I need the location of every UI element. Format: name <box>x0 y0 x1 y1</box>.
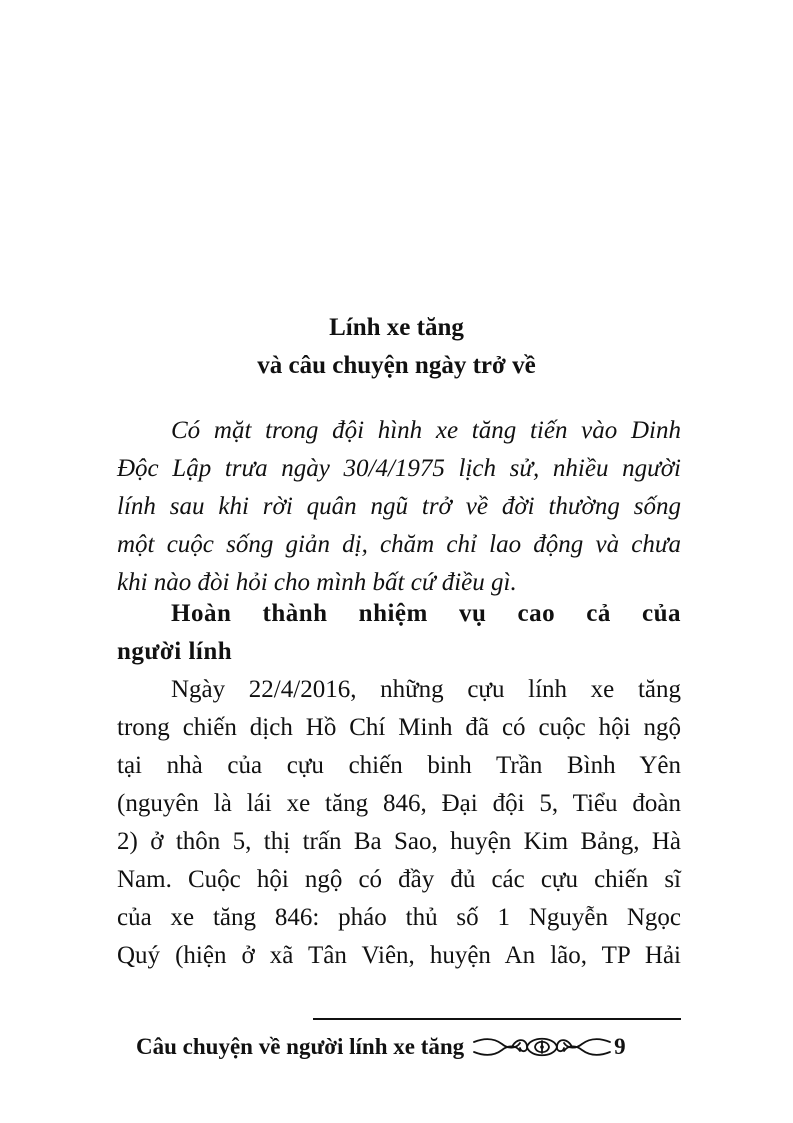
body-line: trong chiến dịch Hồ Chí Minh đã có cuộc hội ngộ <box>117 714 681 741</box>
chapter-title-line-1: Lính xe tăng <box>329 314 464 341</box>
section-heading-line: người lính <box>117 638 233 665</box>
page-number: 9 <box>614 1034 626 1059</box>
body-line: Quý (hiện ở xã Tân Viên, huyện An lão, TP Hải <box>117 942 681 969</box>
intro-line: lính sau khi rời quân ngũ trở về đời thường sống <box>117 493 681 520</box>
intro-line: khi nào đòi hỏi cho mình bất cứ điều gì. <box>117 569 517 596</box>
body-line: của xe tăng 846: pháo thủ số 1 Nguyễn Ngọc <box>117 904 681 931</box>
body-line: tại nhà của cựu chiến binh Trần Bình Yên <box>117 752 681 779</box>
body-line: 2) ở thôn 5, thị trấn Ba Sao, huyện Kim Bảng, Hà <box>117 828 681 855</box>
intro-line: Độc Lập trưa ngày 30/4/1975 lịch sử, nhiều người <box>117 455 681 482</box>
page-footer <box>136 1029 626 1065</box>
body-line: Ngày 22/4/2016, những cựu lính xe tăng <box>171 676 681 703</box>
running-title: Câu chuyện về người lính xe tăng <box>136 1034 465 1059</box>
intro-line: Có mặt trong đội hình xe tăng tiến vào Dinh <box>171 417 681 444</box>
intro-line: một cuộc sống giản dị, chăm chỉ lao động và chưa <box>117 531 681 558</box>
chapter-title-line-2: và câu chuyện ngày trở về <box>257 352 536 379</box>
section-heading-line: Hoàn thành nhiệm vụ cao cả của <box>171 600 681 627</box>
body-line: Nam. Cuộc hội ngộ có đầy đủ các cựu chiến sĩ <box>117 866 681 893</box>
body-line: (nguyên là lái xe tăng 846, Đại đội 5, Tiểu đoàn <box>117 790 681 817</box>
footer-rule <box>313 1018 681 1020</box>
scroll-ornament-icon <box>472 1032 612 1062</box>
